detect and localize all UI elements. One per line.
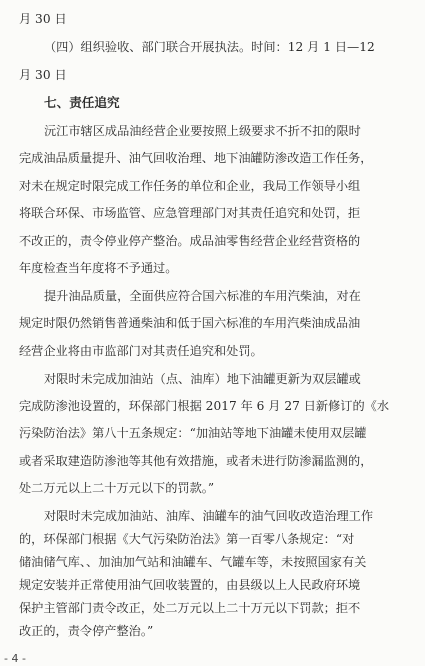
text-line: 保护主管部门责令改正，处二万元以上二十万元以下罚款；拒不 [19,601,361,615]
text-line: （四）组织验收、部门联合开展执法。时间：12 月 1 日—12 [44,40,375,54]
text-line: 年度检查当年度将不予通过。 [19,261,178,275]
text-line: 或者采取建造防渗池等其他有效措施，或者未进行防渗漏监测的， [19,454,373,468]
text-line: 经营企业将由市监部门对其责任追究和处罚。 [19,344,263,358]
text-line: 月 30 日 [19,68,67,82]
text-line: 的，环保部门根据《大气污染防治法》第一百零八条规定：“对 [19,532,355,546]
text-line: 储油储气库、、加油加气站和油罐车、气罐车等，未按照国家有关 [19,555,367,569]
text-line: 提升油品质量，全面供应符合国六标准的车用汽柴油，对在 [44,289,361,303]
text-line: 不改正的，责令停业停产整治。成品油零售经营企业经营资格的 [19,234,361,248]
text-line: 完成油品质量提升、油气回收治理、地下油罐防渗改造工作任务， [19,151,373,165]
text-line: 对限时未完成加油站、油库、油罐车的油气回收改造治理工作 [44,509,374,523]
text-line: 对限时未完成加油站（点、油库）地下油罐更新为双层罐或 [44,372,361,386]
section-heading: 七、责任追究 [44,95,120,110]
text-line: 改正的，责令停产整治。” [19,624,154,638]
text-line: 将联合环保、市场监管、应急管理部门对其责任追究和处罚，拒 [19,206,361,220]
text-line: 完成防渗池设置的，环保部门根据 2017 年 6 月 27 日新修订的《水 [19,399,390,413]
text-line: 规定安装并正常使用油气回收装置的，由县级以上人民政府环境 [19,578,361,592]
text-line: 污染防治法》第八十五条规定：“加油站等地下油罐未使用双层罐 [19,426,367,440]
text-line: 对未在规定时限完成工作任务的单位和企业，我局工作领导小组 [19,179,361,193]
text-line: 月 30 日 [19,12,67,26]
text-line: 沅江市辖区成品油经营企业要按照上级要求不折不扣的限时 [44,124,361,138]
page-number: - 4 - [4,652,26,665]
text-line: 规定时限仍然销售普通柴油和低于国六标准的车用汽柴油成品油 [19,316,361,330]
text-line: 处二万元以上二十万元以下的罚款。” [19,481,215,495]
